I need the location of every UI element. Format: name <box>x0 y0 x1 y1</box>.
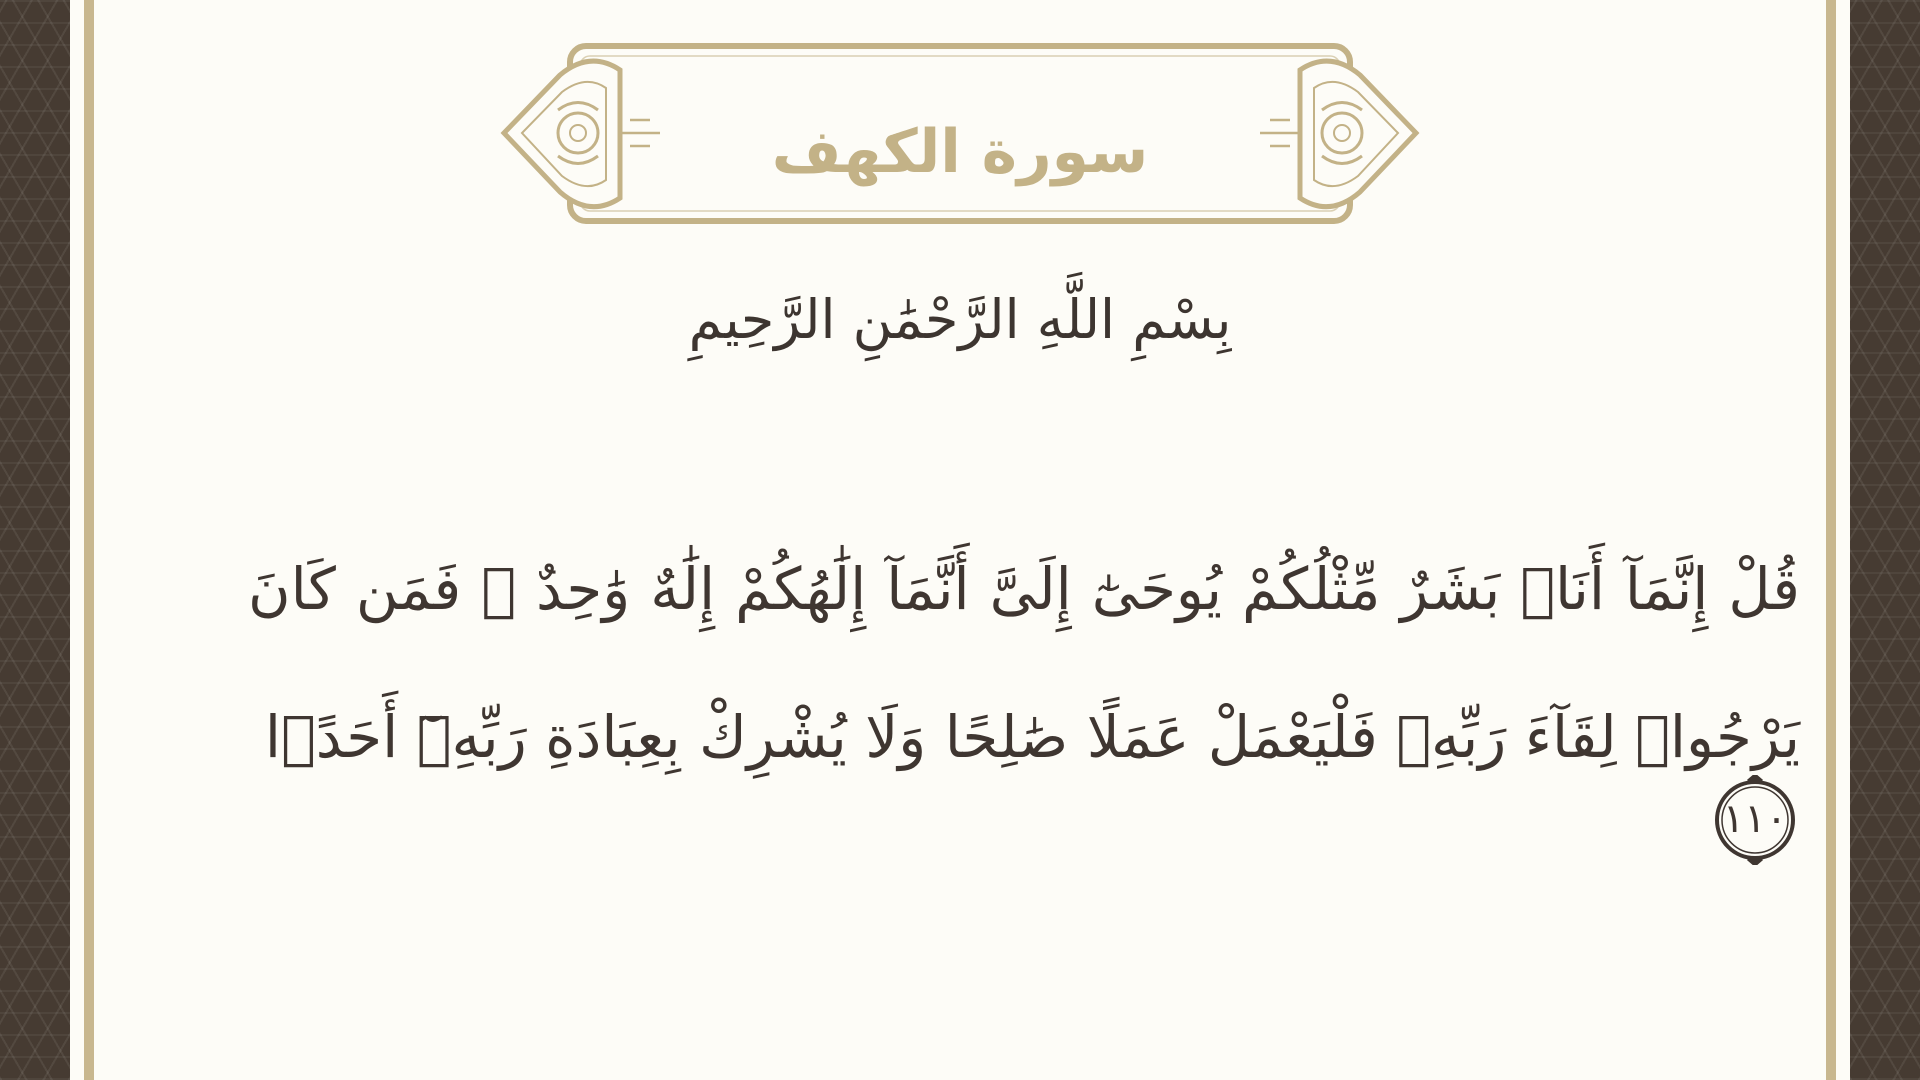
verse-text: قُلْ إِنَّمَآ أَنَا۠ بَشَرٌ مِّثْلُكُمْ يُوحَىٰٓ إِلَىَّ أَنَّمَآ إِلَٰهُكُمْ إِلَٰهٌ وَٰحِدٌ ۖ فَمَن كَانَ يَرْجُوا۟ لِقَآءَ رَبِّهِۦ فَلْيَعْمَلْ عَمَلًا صَٰلِحًا وَلَا يُشْرِكْ بِعِبَادَةِ رَبِّهِۦٓ أَحَدًۢا <box>248 555 1800 771</box>
ayah-marker <box>1710 775 1800 865</box>
surah-title-frame <box>500 40 1420 230</box>
right-gold-rule <box>1826 0 1836 1080</box>
basmala: بِسْمِ اللَّهِ الرَّحْمَٰنِ الرَّحِيمِ <box>688 288 1232 351</box>
ayah-number: ١١٠ <box>1722 796 1788 842</box>
left-gold-rule <box>84 0 94 1080</box>
surah-title: سورة الكهف <box>771 117 1149 187</box>
left-geometric-border <box>0 0 70 1080</box>
right-geometric-border <box>1850 0 1920 1080</box>
